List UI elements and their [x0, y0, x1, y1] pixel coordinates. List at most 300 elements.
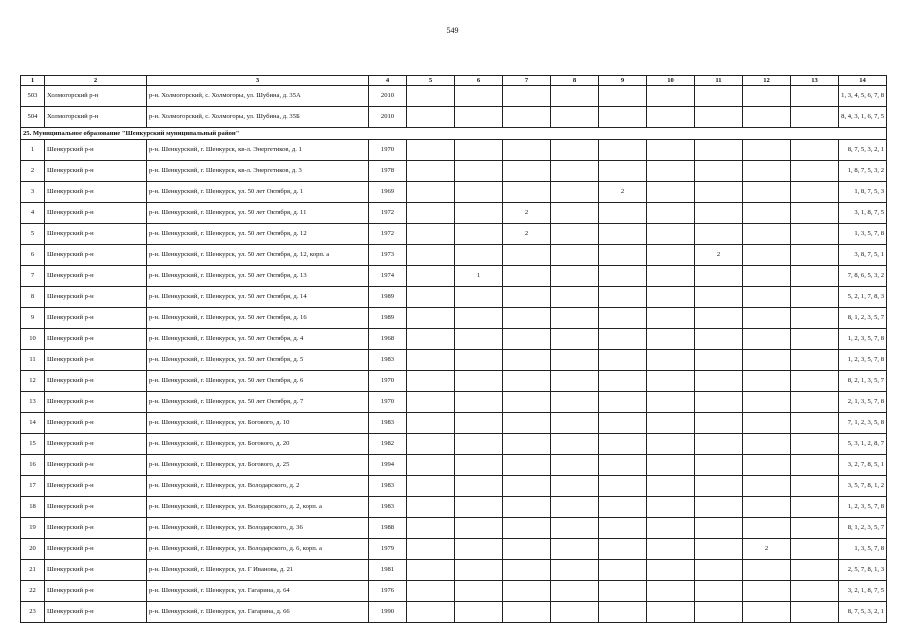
district-cell: Шенкурский р-н: [45, 245, 147, 266]
col6-cell: [455, 539, 503, 560]
col12-cell: [743, 371, 791, 392]
col14-cell: 1, 3, 4, 5, 6, 7, 8: [839, 86, 887, 107]
col10-cell: [647, 539, 695, 560]
col7-cell: [503, 308, 551, 329]
col5-cell: [407, 392, 455, 413]
table-row: [21, 308, 887, 329]
col5-cell: [407, 371, 455, 392]
col9-cell: [599, 287, 647, 308]
col8-cell: [551, 602, 599, 623]
row-number: 5: [21, 224, 45, 245]
year-cell: 1979: [369, 539, 407, 560]
col6-cell: [455, 413, 503, 434]
col14-cell: 1, 3, 5, 7, 8: [839, 539, 887, 560]
col10-cell: [647, 107, 695, 128]
col6-cell: [455, 245, 503, 266]
col14-cell: 2, 5, 7, 8, 1, 3: [839, 560, 887, 581]
table-row: [21, 392, 887, 413]
district-cell: Шенкурский р-н: [45, 203, 147, 224]
col11-cell: [695, 140, 743, 161]
district-cell: Шенкурский р-н: [45, 476, 147, 497]
col6-cell: [455, 308, 503, 329]
col5-cell: [407, 455, 455, 476]
address-cell: р-н. Холмогорский, с. Холмогоры, ул. Шубина, д. 35Б: [147, 107, 369, 128]
col9-cell: [599, 266, 647, 287]
col14-cell: 8, 1, 2, 3, 5, 7: [839, 308, 887, 329]
col6-cell: [455, 329, 503, 350]
col7-cell: [503, 455, 551, 476]
col14-cell: 1, 2, 3, 5, 7, 8: [839, 329, 887, 350]
col12-cell: [743, 434, 791, 455]
col6-cell: [455, 107, 503, 128]
district-cell: Шенкурский р-н: [45, 455, 147, 476]
year-cell: 2010: [369, 107, 407, 128]
table-row: [21, 182, 887, 203]
row-number: 20: [21, 539, 45, 560]
col8-cell: [551, 434, 599, 455]
row-number: 6: [21, 245, 45, 266]
row-number: 7: [21, 266, 45, 287]
col12-cell: [743, 182, 791, 203]
col6-cell: [455, 602, 503, 623]
col10-cell: [647, 560, 695, 581]
col9-cell: [599, 308, 647, 329]
col6-cell: [455, 161, 503, 182]
col9-cell: [599, 497, 647, 518]
col5-cell: [407, 182, 455, 203]
col5-cell: [407, 413, 455, 434]
col8-cell: [551, 224, 599, 245]
col9-cell: [599, 245, 647, 266]
col7-cell: 2: [503, 224, 551, 245]
col9-cell: [599, 434, 647, 455]
district-cell: Шенкурский р-н: [45, 434, 147, 455]
district-cell: Шенкурский р-н: [45, 287, 147, 308]
year-cell: 1989: [369, 287, 407, 308]
col8-cell: [551, 392, 599, 413]
col11-cell: [695, 602, 743, 623]
col10-cell: [647, 392, 695, 413]
col13-cell: [791, 329, 839, 350]
col8-cell: [551, 182, 599, 203]
col10-cell: [647, 602, 695, 623]
col8-cell: [551, 497, 599, 518]
col12-cell: [743, 560, 791, 581]
col14-cell: 2, 1, 3, 5, 7, 8: [839, 392, 887, 413]
col12-cell: [743, 245, 791, 266]
col14-cell: 5, 2, 1, 7, 8, 3: [839, 287, 887, 308]
col11-cell: [695, 476, 743, 497]
col8-cell: [551, 560, 599, 581]
year-cell: 1973: [369, 245, 407, 266]
col14-cell: 3, 8, 7, 5, 1: [839, 245, 887, 266]
address-cell: р-н. Шенкурский, г. Шенкурск, ул. Богового, д. 10: [147, 413, 369, 434]
column-header-13: 13: [791, 76, 839, 86]
col11-cell: [695, 203, 743, 224]
col7-cell: [503, 371, 551, 392]
col12-cell: [743, 329, 791, 350]
table-body: [21, 86, 887, 623]
district-cell: Шенкурский р-н: [45, 329, 147, 350]
table-row: [21, 476, 887, 497]
col11-cell: [695, 86, 743, 107]
col11-cell: [695, 413, 743, 434]
col5-cell: [407, 86, 455, 107]
year-cell: 1981: [369, 560, 407, 581]
col14-cell: 8, 4, 3, 1, 6, 7, 5: [839, 107, 887, 128]
year-cell: 1970: [369, 371, 407, 392]
col11-cell: [695, 518, 743, 539]
col12-cell: [743, 581, 791, 602]
col13-cell: [791, 245, 839, 266]
address-cell: р-н. Шенкурский, г. Шенкурск, ул. 50 лет Октября, д. 1: [147, 182, 369, 203]
column-header-12: 12: [743, 76, 791, 86]
col8-cell: [551, 308, 599, 329]
col13-cell: [791, 518, 839, 539]
col6-cell: [455, 497, 503, 518]
col7-cell: [503, 161, 551, 182]
col7-cell: [503, 107, 551, 128]
year-cell: 1970: [369, 392, 407, 413]
col5-cell: [407, 539, 455, 560]
district-cell: Шенкурский р-н: [45, 392, 147, 413]
year-cell: 1972: [369, 224, 407, 245]
col13-cell: [791, 602, 839, 623]
col6-cell: [455, 434, 503, 455]
address-cell: р-н. Шенкурский, г. Шенкурск, ул. Володарского, д. 36: [147, 518, 369, 539]
col13-cell: [791, 266, 839, 287]
col6-cell: [455, 392, 503, 413]
col13-cell: [791, 203, 839, 224]
column-header-9: 9: [599, 76, 647, 86]
col9-cell: [599, 560, 647, 581]
district-cell: Шенкурский р-н: [45, 266, 147, 287]
address-cell: р-н. Шенкурский, г. Шенкурск, ул. 50 лет Октября, д. 14: [147, 287, 369, 308]
section-heading-row: [21, 128, 887, 140]
col14-cell: 8, 7, 5, 3, 2, 1: [839, 602, 887, 623]
col9-cell: [599, 413, 647, 434]
col5-cell: [407, 287, 455, 308]
table-row: [21, 581, 887, 602]
col7-cell: [503, 539, 551, 560]
table-row: [21, 329, 887, 350]
col13-cell: [791, 86, 839, 107]
col6-cell: [455, 581, 503, 602]
district-cell: Шенкурский р-н: [45, 413, 147, 434]
col9-cell: [599, 371, 647, 392]
address-cell: р-н. Шенкурский, г. Шенкурск, ул. 50 лет Октября, д. 16: [147, 308, 369, 329]
table-row: [21, 371, 887, 392]
col11-cell: [695, 497, 743, 518]
col12-cell: [743, 455, 791, 476]
table-row: [21, 86, 887, 107]
col5-cell: [407, 107, 455, 128]
row-number: 23: [21, 602, 45, 623]
col6-cell: [455, 518, 503, 539]
column-header-8: 8: [551, 76, 599, 86]
year-cell: 1983: [369, 476, 407, 497]
col11-cell: [695, 224, 743, 245]
col9-cell: [599, 203, 647, 224]
col12-cell: [743, 518, 791, 539]
col13-cell: [791, 161, 839, 182]
col10-cell: [647, 476, 695, 497]
col9-cell: 2: [599, 182, 647, 203]
col7-cell: [503, 245, 551, 266]
section-heading: 25. Муниципальное образование "Шенкурский муниципальный район": [21, 128, 887, 140]
address-cell: р-н. Шенкурский, г. Шенкурск, ул. Володарского, д. 6, корп. а: [147, 539, 369, 560]
col6-cell: [455, 371, 503, 392]
table-row: [21, 518, 887, 539]
col13-cell: [791, 287, 839, 308]
year-cell: 1983: [369, 350, 407, 371]
col6-cell: [455, 203, 503, 224]
row-number: 11: [21, 350, 45, 371]
col11-cell: [695, 434, 743, 455]
col11-cell: [695, 581, 743, 602]
col6-cell: [455, 86, 503, 107]
row-number: 15: [21, 434, 45, 455]
district-cell: Шенкурский р-н: [45, 308, 147, 329]
table-row: [21, 602, 887, 623]
col12-cell: [743, 476, 791, 497]
col14-cell: 7, 8, 6, 5, 3, 2: [839, 266, 887, 287]
row-number: 19: [21, 518, 45, 539]
col12-cell: 2: [743, 539, 791, 560]
col13-cell: [791, 182, 839, 203]
year-cell: 1989: [369, 308, 407, 329]
col5-cell: [407, 518, 455, 539]
col9-cell: [599, 581, 647, 602]
col7-cell: [503, 476, 551, 497]
col14-cell: 1, 2, 3, 5, 7, 8: [839, 350, 887, 371]
col7-cell: [503, 182, 551, 203]
address-cell: р-н. Шенкурский, г. Шенкурск, ул. Гагарина, д. 66: [147, 602, 369, 623]
year-cell: 1969: [369, 182, 407, 203]
col8-cell: [551, 539, 599, 560]
year-cell: 1976: [369, 581, 407, 602]
col14-cell: 3, 5, 7, 8, 1, 2: [839, 476, 887, 497]
col10-cell: [647, 371, 695, 392]
col12-cell: [743, 392, 791, 413]
table-row: [21, 560, 887, 581]
col8-cell: [551, 287, 599, 308]
address-cell: р-н. Шенкурский, г. Шенкурск, ул. Володарского, д. 2: [147, 476, 369, 497]
col12-cell: [743, 140, 791, 161]
row-number: 17: [21, 476, 45, 497]
table-row: [21, 434, 887, 455]
col8-cell: [551, 518, 599, 539]
col5-cell: [407, 203, 455, 224]
col10-cell: [647, 161, 695, 182]
col6-cell: [455, 182, 503, 203]
col12-cell: [743, 413, 791, 434]
column-header-7: 7: [503, 76, 551, 86]
row-number: 1: [21, 140, 45, 161]
col13-cell: [791, 308, 839, 329]
col7-cell: 2: [503, 203, 551, 224]
table-row: [21, 107, 887, 128]
col8-cell: [551, 266, 599, 287]
col5-cell: [407, 497, 455, 518]
district-cell: Шенкурский р-н: [45, 161, 147, 182]
col10-cell: [647, 245, 695, 266]
col9-cell: [599, 161, 647, 182]
address-cell: р-н. Шенкурский, г. Шенкурск, ул. 50 лет Октября, д. 11: [147, 203, 369, 224]
column-header-14: 14: [839, 76, 887, 86]
col8-cell: [551, 107, 599, 128]
column-header-1: 1: [21, 76, 45, 86]
district-cell: Холмогорский р-н: [45, 107, 147, 128]
year-cell: 1970: [369, 140, 407, 161]
col10-cell: [647, 86, 695, 107]
col12-cell: [743, 203, 791, 224]
table-row: [21, 497, 887, 518]
col14-cell: 1, 3, 5, 7, 8: [839, 224, 887, 245]
col7-cell: [503, 140, 551, 161]
col10-cell: [647, 329, 695, 350]
col13-cell: [791, 413, 839, 434]
col12-cell: [743, 308, 791, 329]
col13-cell: [791, 455, 839, 476]
col14-cell: 7, 1, 2, 3, 5, 8: [839, 413, 887, 434]
col10-cell: [647, 182, 695, 203]
col8-cell: [551, 329, 599, 350]
col5-cell: [407, 350, 455, 371]
col10-cell: [647, 497, 695, 518]
col9-cell: [599, 476, 647, 497]
col10-cell: [647, 308, 695, 329]
district-cell: Шенкурский р-н: [45, 350, 147, 371]
col13-cell: [791, 371, 839, 392]
table-row: [21, 350, 887, 371]
col7-cell: [503, 266, 551, 287]
address-cell: р-н. Шенкурский, г. Шенкурск, ул. 50 лет Октября, д. 12, корп. а: [147, 245, 369, 266]
col13-cell: [791, 434, 839, 455]
col6-cell: [455, 560, 503, 581]
col13-cell: [791, 539, 839, 560]
col10-cell: [647, 455, 695, 476]
year-cell: 1974: [369, 266, 407, 287]
district-cell: Шенкурский р-н: [45, 539, 147, 560]
row-number: 18: [21, 497, 45, 518]
col11-cell: [695, 350, 743, 371]
col14-cell: 8, 2, 1, 3, 5, 7: [839, 371, 887, 392]
address-cell: р-н. Шенкурский, г. Шенкурск, ул. 50 лет Октября, д. 7: [147, 392, 369, 413]
col14-cell: 3, 2, 1, 8, 7, 5: [839, 581, 887, 602]
table-row: [21, 140, 887, 161]
col5-cell: [407, 560, 455, 581]
col9-cell: [599, 455, 647, 476]
row-number: 2: [21, 161, 45, 182]
col11-cell: [695, 392, 743, 413]
address-cell: р-н. Шенкурский, г. Шенкурск, ул. Богового, д. 20: [147, 434, 369, 455]
col5-cell: [407, 602, 455, 623]
col5-cell: [407, 329, 455, 350]
header-row: [21, 76, 887, 86]
address-cell: р-н. Холмогорский, с. Холмогоры, ул. Шубина, д. 35А: [147, 86, 369, 107]
column-header-11: 11: [695, 76, 743, 86]
col9-cell: [599, 224, 647, 245]
col7-cell: [503, 602, 551, 623]
row-number: 9: [21, 308, 45, 329]
col14-cell: 1, 8, 7, 5, 3: [839, 182, 887, 203]
year-cell: 1990: [369, 602, 407, 623]
year-cell: 1968: [369, 329, 407, 350]
col14-cell: 3, 2, 7, 8, 5, 1: [839, 455, 887, 476]
row-number: 13: [21, 392, 45, 413]
col7-cell: [503, 86, 551, 107]
page-number: 549: [446, 26, 459, 35]
col13-cell: [791, 224, 839, 245]
col8-cell: [551, 86, 599, 107]
col7-cell: [503, 434, 551, 455]
district-cell: Шенкурский р-н: [45, 602, 147, 623]
col5-cell: [407, 476, 455, 497]
col8-cell: [551, 350, 599, 371]
district-cell: Шенкурский р-н: [45, 518, 147, 539]
col10-cell: [647, 287, 695, 308]
col12-cell: [743, 224, 791, 245]
col14-cell: 8, 7, 5, 3, 2, 1: [839, 140, 887, 161]
col13-cell: [791, 560, 839, 581]
col11-cell: [695, 182, 743, 203]
col10-cell: [647, 581, 695, 602]
col8-cell: [551, 371, 599, 392]
col12-cell: [743, 107, 791, 128]
col9-cell: [599, 329, 647, 350]
col6-cell: 1: [455, 266, 503, 287]
col10-cell: [647, 140, 695, 161]
column-header-10: 10: [647, 76, 695, 86]
col13-cell: [791, 476, 839, 497]
col7-cell: [503, 497, 551, 518]
table-row: [21, 539, 887, 560]
col9-cell: [599, 602, 647, 623]
column-header-5: 5: [407, 76, 455, 86]
col11-cell: [695, 161, 743, 182]
table-row: [21, 224, 887, 245]
col13-cell: [791, 392, 839, 413]
column-header-6: 6: [455, 76, 503, 86]
col13-cell: [791, 581, 839, 602]
col10-cell: [647, 434, 695, 455]
district-cell: Холмогорский р-н: [45, 86, 147, 107]
col10-cell: [647, 203, 695, 224]
col10-cell: [647, 224, 695, 245]
col13-cell: [791, 350, 839, 371]
col12-cell: [743, 161, 791, 182]
year-cell: 1988: [369, 518, 407, 539]
col6-cell: [455, 455, 503, 476]
col5-cell: [407, 161, 455, 182]
year-cell: 1983: [369, 497, 407, 518]
district-cell: Шенкурский р-н: [45, 182, 147, 203]
col8-cell: [551, 203, 599, 224]
table-row: [21, 266, 887, 287]
col6-cell: [455, 287, 503, 308]
address-cell: р-н. Шенкурский, г. Шенкурск, ул. 50 лет Октября, д. 6: [147, 371, 369, 392]
row-number: 14: [21, 413, 45, 434]
district-cell: Шенкурский р-н: [45, 224, 147, 245]
col5-cell: [407, 581, 455, 602]
address-cell: р-н. Шенкурский, г. Шенкурск, ул. Володарского, д. 2, корп. а: [147, 497, 369, 518]
table-row: [21, 203, 887, 224]
col7-cell: [503, 329, 551, 350]
address-cell: р-н. Шенкурский, г. Шенкурск, ул. 50 лет Октября, д. 13: [147, 266, 369, 287]
col9-cell: [599, 539, 647, 560]
col12-cell: [743, 602, 791, 623]
